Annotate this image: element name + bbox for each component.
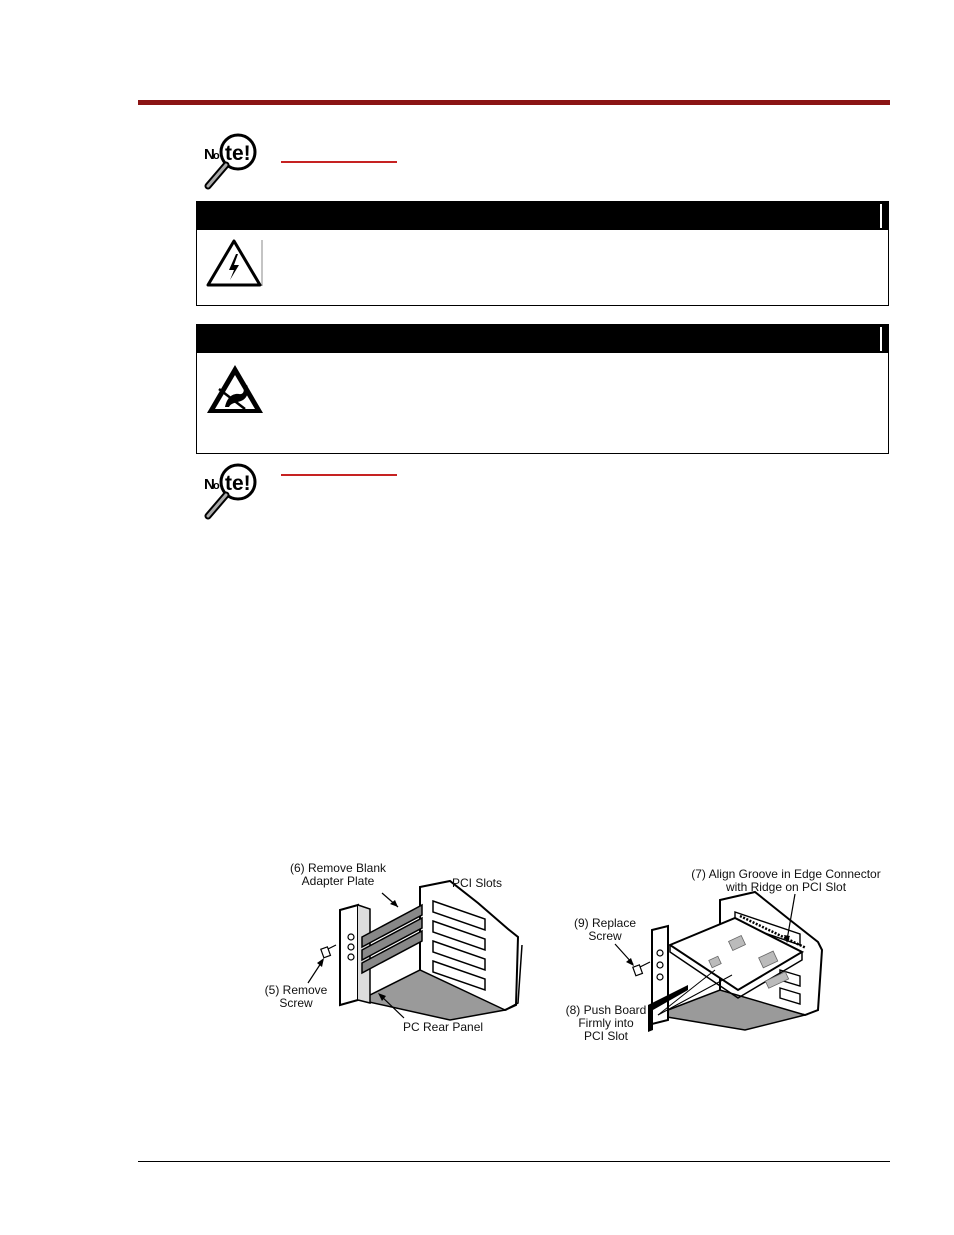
- figure-label: (8) Push Board Firmly into PCI Slot: [565, 1003, 647, 1043]
- note-magnifier-icon: [198, 462, 262, 524]
- figure-label: (6) Remove Blank Adapter Plate: [289, 861, 387, 888]
- esd-box-header: [197, 325, 888, 353]
- note-heading-underline: [281, 474, 397, 476]
- header-rule: [138, 100, 890, 105]
- remove-plate-illustration: [300, 875, 525, 1035]
- esd-caution-box: [196, 324, 889, 454]
- svg-text:o: o: [213, 480, 220, 492]
- warning-box: [196, 201, 889, 306]
- note-magnifier-icon: [198, 132, 262, 194]
- footer-rule: [138, 1161, 890, 1162]
- svg-text:te!: te!: [225, 472, 251, 495]
- figure-label: PC Rear Panel: [403, 1020, 484, 1034]
- svg-text:te!: te!: [225, 142, 251, 165]
- figure-label: (9) Replace Screw: [573, 916, 637, 943]
- svg-text:o: o: [213, 150, 220, 162]
- figure-label: (5) Remove Screw: [264, 983, 328, 1010]
- figure-label: (7) Align Groove in Edge Connector with Ridge on PCI Slot: [691, 867, 881, 894]
- svg-text:N: N: [204, 476, 215, 493]
- note-heading-underline: [281, 161, 397, 163]
- figure-label: PCI Slots: [452, 876, 503, 890]
- esd-warning-icon: [205, 363, 265, 415]
- warning-box-header: [197, 202, 888, 230]
- svg-text:N: N: [204, 146, 215, 163]
- electric-hazard-icon: [205, 238, 263, 288]
